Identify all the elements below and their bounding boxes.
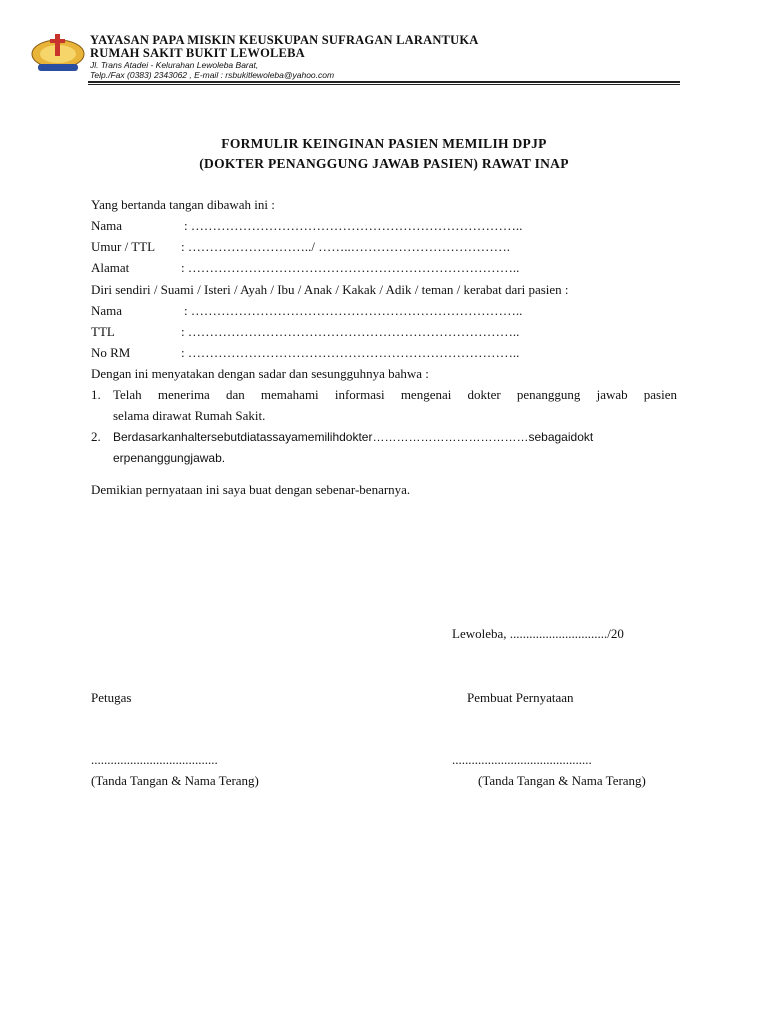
field-fill-line: : ………………………../ ……..………………………………. (181, 239, 510, 254)
signature-line-left: ....................................... (91, 752, 218, 767)
form-title-line1: FORMULIR KEINGINAN PASIEN MEMILIH DPJP (221, 136, 547, 151)
org-name: YAYASAN PAPA MISKIN KEUSKUPAN SUFRAGAN LARANTUKA (90, 33, 479, 47)
field-fill-line: : ………………………………………………………………….. (184, 303, 523, 318)
header-rule-thick (88, 81, 680, 83)
item-number: 1. (91, 387, 101, 402)
hospital-address: Jl. Trans Atadei - Kelurahan Lewoleba Barat, (90, 60, 259, 70)
signer-role-left: Petugas (91, 690, 132, 705)
field-label: Umur / TTL (91, 239, 156, 254)
item-number: 2. (91, 429, 101, 444)
form-title-line2: (DOKTER PENANGGUNG JAWAB PASIEN) RAWAT INAP (199, 156, 569, 171)
hospital-logo (30, 30, 86, 74)
field-label: No RM (91, 345, 131, 360)
item-text-cont: selama dirawat Rumah Sakit. (113, 408, 266, 423)
signer-role-right: Pembuat Pernyataan (467, 690, 574, 705)
closing-text: Demikian pernyataan ini saya buat dengan sebenar-benarnya. (91, 482, 411, 497)
intro-text: Yang bertanda tangan dibawah ini : (91, 197, 275, 212)
field-label: Nama (91, 218, 123, 233)
item-fill-line: ………………………………… (372, 430, 529, 444)
hospital-name: RUMAH SAKIT BUKIT LEWOLEBA (90, 46, 305, 60)
signature-caption-right: (Tanda Tangan & Nama Terang) (478, 773, 646, 788)
field-fill-line: : ………………………………………………………………….. (181, 324, 520, 339)
hospital-contact: Telp./Fax (0383) 2343062 , E-mail : rsbukitlewoleba@yahoo.com (90, 70, 335, 80)
statement-text: Dengan ini menyatakan dengan sadar dan sesungguhnya bahwa : (91, 366, 429, 381)
field-label: TTL (91, 324, 115, 339)
item-text-part: sebagaidokt (528, 430, 594, 444)
field-fill-line: : ………………………………………………………………….. (184, 218, 523, 233)
item-text-part: Berdasarkanhaltersebutdiatassayamemilihdokter (113, 430, 373, 444)
item-text-cont: erpenanggungjawab. (113, 451, 226, 465)
field-label: Nama (91, 303, 123, 318)
signature-line-right: ........................................... (452, 752, 592, 767)
place-date: Lewoleba, ............................../20 (452, 626, 624, 641)
field-fill-line: : ………………………………………………………………….. (181, 260, 520, 275)
field-label: Alamat (91, 260, 130, 275)
relation-text: Diri sendiri / Suami / Isteri / Ayah / Ibu / Anak / Kakak / Adik / teman / kerabat dari pasien : (91, 282, 569, 297)
item-text: Telah menerima dan memahami informasi mengenai dokter penanggung jawab pasien (113, 387, 677, 402)
signature-caption-left: (Tanda Tangan & Nama Terang) (91, 773, 259, 788)
field-fill-line: : ………………………………………………………………….. (181, 345, 520, 360)
item-text (113, 430, 593, 444)
header-rule-thin (88, 84, 680, 85)
